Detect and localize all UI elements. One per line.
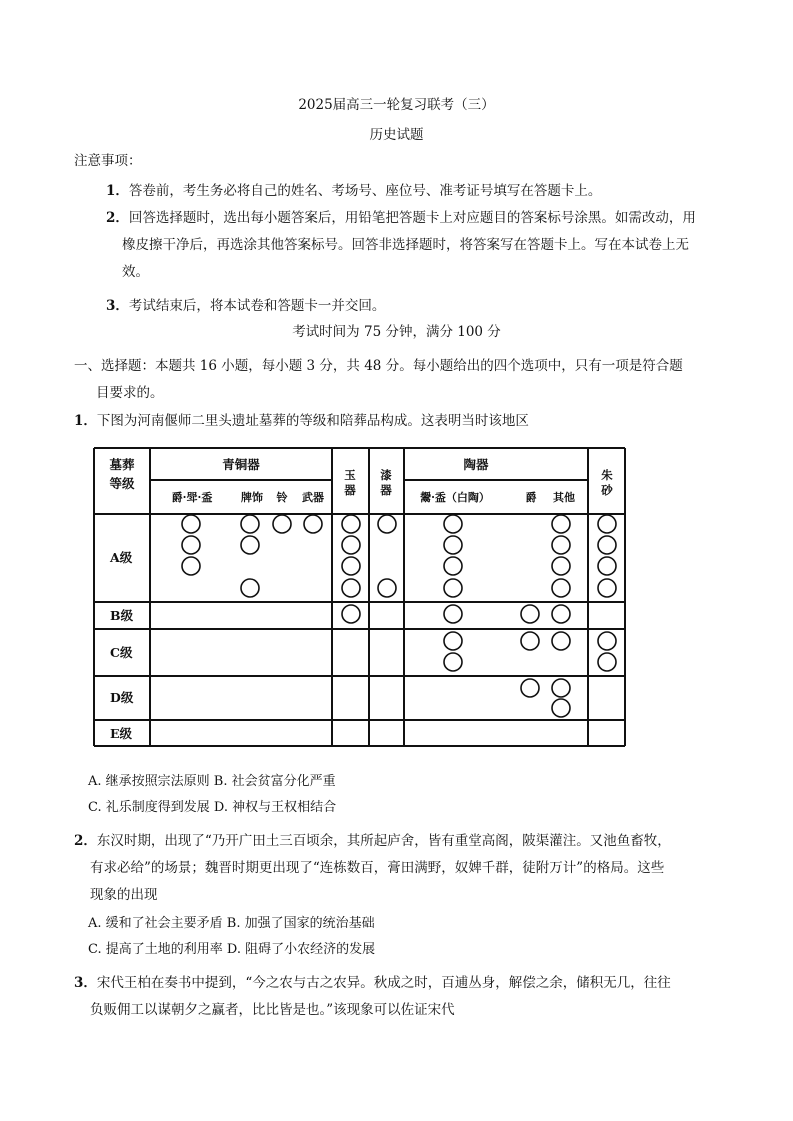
header-jade-1: 玉: [344, 468, 356, 482]
grave-good-circle: [241, 536, 259, 554]
burial-grade-table: [92, 446, 628, 750]
grave-good-marks: [182, 515, 616, 717]
grave-good-circle: [521, 605, 539, 623]
header-lacquer-2: 器: [380, 483, 392, 497]
grave-good-circle: [342, 557, 360, 575]
question-number: 1．: [74, 413, 97, 429]
grave-good-circle: [598, 653, 616, 671]
notice-item-text: 考试结束后，将本试卷和答题卡一并交回。: [128, 298, 386, 314]
notice-item: [106, 297, 385, 315]
question-option-line: A. 继承按照宗法原则 B. 社会贫富分化严重: [88, 774, 336, 789]
question-stem: 宋代王柏在奏书中提到，“今之农与古之农异。秋成之时，百逋丛身，解偿之余，储积无几，往往: [96, 975, 671, 991]
header-bronze-jue: 爵·斝·盉: [171, 491, 213, 504]
grave-good-circle: [378, 515, 396, 533]
question-option-line: C. 礼乐制度得到发展 D. 神权与王权相结合: [88, 800, 337, 815]
grave-good-circle: [552, 632, 570, 650]
grave-good-circle: [444, 536, 462, 554]
header-bronze-bell: 铃: [276, 491, 288, 504]
header-pottery-jue: 爵: [525, 491, 537, 504]
grave-good-circle: [182, 557, 200, 575]
header-jade-2: 器: [344, 483, 356, 497]
grave-good-circle: [241, 515, 259, 533]
grave-good-circle: [241, 579, 259, 597]
header-pottery-gui: 鬶·盉（白陶）: [420, 491, 490, 504]
exam-subject: 历史试题: [369, 127, 424, 143]
header-pottery-other: 其他: [553, 491, 575, 504]
grave-good-circle: [552, 579, 570, 597]
notice-item-number: 1．: [106, 183, 129, 199]
exam-time-note: 考试时间为 75 分钟，满分 100 分: [292, 324, 501, 340]
question-stem: 负贩佣工以谋朝夕之赢者，比比皆是也。”该现象可以佐证宋代: [90, 1002, 455, 1018]
row-label: D级: [110, 690, 134, 705]
grave-good-circle: [444, 653, 462, 671]
question-stem: 下图为河南偃师二里头遗址墓葬的等级和陪葬品构成。这表明当时该地区: [96, 413, 529, 429]
grave-good-circle: [552, 605, 570, 623]
question-option-line: C. 提高了土地的利用率 D. 阻碍了小农经济的发展: [88, 942, 376, 957]
grave-good-circle: [521, 679, 539, 697]
grave-good-circle: [342, 579, 360, 597]
row-label: B级: [110, 608, 134, 623]
header-bronze: 青铜器: [222, 457, 260, 472]
grave-good-circle: [444, 579, 462, 597]
grave-good-circle: [304, 515, 322, 533]
question-1: [74, 412, 529, 430]
row-label: A级: [110, 550, 133, 565]
grave-good-circle: [598, 557, 616, 575]
row-label: C级: [110, 645, 133, 660]
grave-good-circle: [552, 536, 570, 554]
grave-good-circle: [378, 579, 396, 597]
section-instruction: 一、选择题：本题共 16 小题，每小题 3 分，共 48 分。每小题给出的四个选项中，只有一项是符合题: [74, 358, 683, 374]
notice-item-text: 效。: [122, 264, 149, 280]
question-stem: 东汉时期，出现了“乃开广田土三百顷余，其所起庐舍，皆有重堂高阁，陂渠灌注。又池鱼畜牧，: [96, 833, 671, 849]
header-lacquer-1: 漆: [380, 468, 392, 482]
grave-good-circle: [552, 557, 570, 575]
grave-good-circle: [552, 699, 570, 717]
grave-good-circle: [342, 536, 360, 554]
notice-item: [106, 182, 601, 200]
grave-good-circle: [598, 515, 616, 533]
header-cinnabar-2: 砂: [601, 483, 613, 497]
notice-item-number: 3．: [106, 298, 129, 314]
question-stem: 现象的出现: [90, 887, 158, 903]
grave-good-circle: [342, 515, 360, 533]
notice-item-text: 答卷前，考生务必将自己的姓名、考场号、座位号、准考证号填写在答题卡上。: [128, 183, 602, 199]
grave-good-circle: [273, 515, 291, 533]
header-rank-line1: 墓葬: [109, 457, 135, 472]
grave-good-circle: [444, 605, 462, 623]
grave-good-circle: [598, 579, 616, 597]
header-pottery: 陶器: [463, 457, 489, 472]
grave-good-circle: [598, 632, 616, 650]
header-rank-line2: 等级: [109, 476, 135, 491]
question-2: [74, 832, 671, 850]
notice-item: [106, 209, 696, 227]
grave-good-circle: [444, 632, 462, 650]
grave-good-circle: [444, 515, 462, 533]
grave-good-circle: [182, 515, 200, 533]
header-bronze-plaque: 牌饰: [241, 491, 263, 504]
header-bronze-weapon: 武器: [302, 491, 324, 504]
question-number: 3．: [74, 975, 97, 991]
question-3: [74, 974, 671, 992]
row-label: E级: [110, 726, 133, 741]
question-number: 2．: [74, 833, 97, 849]
header-cinnabar-1: 朱: [601, 468, 613, 482]
exam-title: 2025届高三一轮复习联考（三）: [298, 97, 495, 113]
grave-good-circle: [342, 605, 360, 623]
grave-good-circle: [521, 632, 539, 650]
grave-good-circle: [182, 536, 200, 554]
grave-good-circle: [552, 679, 570, 697]
grave-good-circle: [598, 536, 616, 554]
grave-good-circle: [552, 515, 570, 533]
grave-good-circle: [444, 557, 462, 575]
question-stem: 有求必给”的场景；魏晋时期更出现了“连栋数百，膏田满野，奴婢千群，徒附万计”的格局。这些: [90, 860, 665, 876]
section-instruction: 目要求的。: [96, 385, 164, 401]
notice-item-text: 橡皮擦干净后，再选涂其他答案标号。回答非选择题时，将答案写在答题卡上。写在本试卷上无: [122, 237, 689, 253]
notice-item-text: 回答选择题时，选出每小题答案后，用铅笔把答题卡上对应题目的答案标号涂黑。如需改动，用: [128, 210, 696, 226]
question-option-line: A. 缓和了社会主要矛盾 B. 加强了国家的统治基础: [88, 916, 375, 931]
notice-item-number: 2．: [106, 210, 129, 226]
notice-heading: 注意事项：: [74, 153, 142, 169]
